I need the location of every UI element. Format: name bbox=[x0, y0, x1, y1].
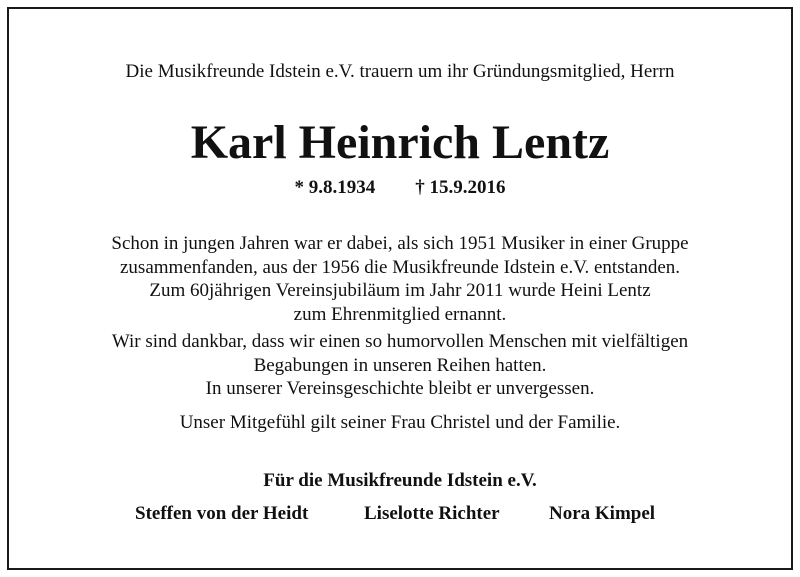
text-line: In unserer Vereinsgeschichte bleibt er unvergessen. bbox=[205, 378, 595, 399]
text-line: Begabungen in unseren Reihen hatten. bbox=[253, 354, 547, 376]
life-dates bbox=[0, 176, 800, 200]
text-line: zum Ehrenmitglied ernannt. bbox=[293, 303, 507, 325]
intro-line: Die Musikfreunde Idstein e.V. trauern um ihr Gründungsmitglied, Herrn bbox=[125, 61, 675, 82]
signatory-name: Steffen von der Heidt bbox=[135, 503, 309, 524]
signatory-name: Nora Kimpel bbox=[549, 503, 656, 524]
deceased-name: Karl Heinrich Lentz bbox=[190, 116, 610, 169]
text-line: Schon in jungen Jahren war er dabei, als sich 1951 Musiker in einer Gruppe bbox=[111, 233, 689, 254]
text-line: zusammenfanden, aus der 1956 die Musikfreunde Idstein e.V. entstanden. bbox=[120, 256, 680, 278]
paragraph-condolence bbox=[0, 411, 800, 435]
birth-date: * 9.8.1934 bbox=[294, 177, 376, 198]
paragraph-gratitude bbox=[0, 330, 800, 401]
text-line: Zum 60jährigen Vereinsjubiläum im Jahr 2011 wurde Heini Lentz bbox=[149, 280, 651, 301]
text-line: Unser Mitgefühl gilt seiner Frau Christel und der Familie. bbox=[179, 412, 621, 433]
signoff-line: Für die Musikfreunde Idstein e.V. bbox=[263, 470, 537, 491]
text-line: Wir sind dankbar, dass wir einen so humorvollen Menschen mit vielfältigen bbox=[111, 331, 689, 352]
paragraph-history bbox=[0, 232, 800, 326]
death-date: † 15.9.2016 bbox=[415, 177, 506, 198]
signatory-name: Liselotte Richter bbox=[364, 503, 500, 524]
